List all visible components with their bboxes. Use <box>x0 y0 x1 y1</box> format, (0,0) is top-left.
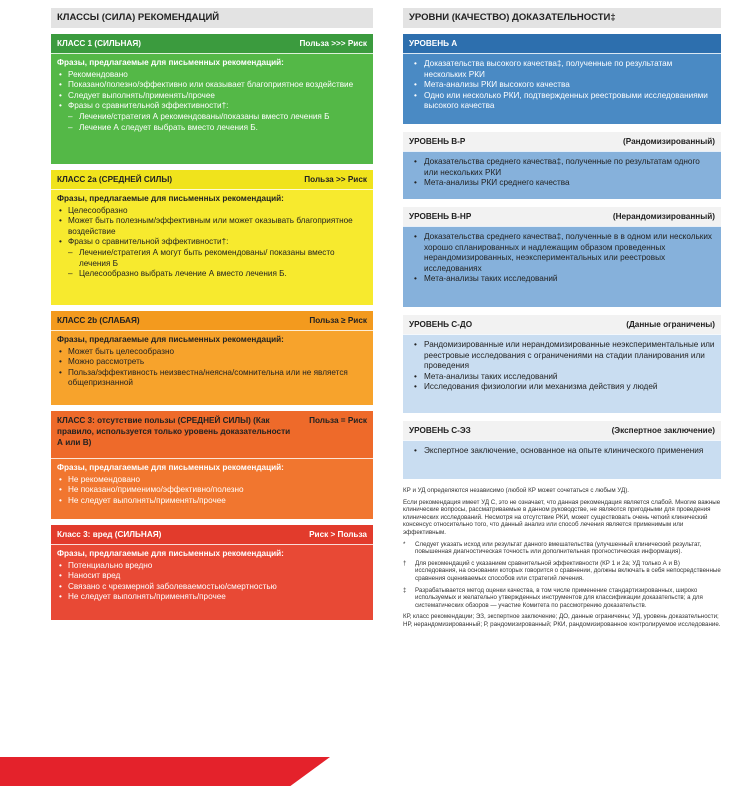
classes-column <box>51 8 373 626</box>
classes-title: КЛАССЫ (СИЛА) РЕКОМЕНДАЦИЙ <box>51 8 373 28</box>
class-3-no-benefit-name: КЛАСС 3: отсутствие пользы (СРЕДНЕЙ СИЛЫ) (Как правило, используется только уровень доказательности А или В) <box>57 416 291 447</box>
class-3-harm-name: Класс 3: вред (СИЛЬНАЯ) <box>57 530 162 539</box>
list-item: • Мета-анализы таких исследований <box>409 274 715 285</box>
list-item: • Целесообразно <box>57 206 367 217</box>
list-item: • Не показано/применимо/эффективно/полезно <box>57 485 367 496</box>
footnote-text: Для рекомендаций с указанием сравнительной эффективности (КР 1 и 2а; УД только А и В) исследования, на основании которых говорится о сравнении, должны включать в себя непосредственные сравнения оцениваемых способов или стратегий лечения. <box>415 559 721 582</box>
class-2b-card <box>51 311 373 405</box>
list-item: • Рандомизированные или нерандомизированные неэкспериментальные или реестровые исследования с ограничениями на стадии планирования или проведения <box>409 340 715 372</box>
class-2a-body <box>51 189 373 305</box>
level-c-eo-name: УРОВЕНЬ C-ЭЗ <box>409 426 471 435</box>
footnote-symbol: † <box>403 559 407 567</box>
level-c-ld-name: УРОВЕНЬ C-ДО <box>409 320 473 329</box>
note-paragraph: Если рекомендация имеет УД С, это не означает, что данная рекомендация является слабой. Многие важные клинические вопросы, рассматриваемые в данном руководстве, не являются пригодными для проведения клинических исследований. Несмотря на отсутствие РКИ, может существовать очень четкий клинический консенсус относительно того, что данный анализ или способ лечения является применимым или эффективным. <box>403 498 721 536</box>
level-b-nr-body <box>403 226 721 307</box>
level-c-ld-tag: (Данные ограничены) <box>626 320 715 329</box>
class-3-no-benefit-header <box>51 411 373 458</box>
levels-title: УРОВНИ (КАЧЕСТВО) ДОКАЗАТЕЛЬНОСТИ‡ <box>403 8 721 28</box>
class-2a-phrases-title: Фразы, предлагаемые для письменных рекомендаций: <box>57 194 284 203</box>
level-c-ld-body <box>403 334 721 413</box>
footnotes <box>403 487 721 629</box>
list-item: • Одно или несколько РКИ, подтвержденных реестровыми исследованиями высокого качества <box>409 91 715 112</box>
class-3-harm-ratio: Риск > Польза <box>309 530 367 539</box>
class-2b-list <box>57 347 367 389</box>
footnote-double-dagger <box>403 587 721 610</box>
class-2a-list <box>57 206 367 280</box>
levels-column <box>403 8 721 633</box>
level-b-nr-card <box>403 207 721 307</box>
class-1-ratio: Польза >>> Риск <box>299 39 367 48</box>
class-3-harm-list <box>57 561 367 603</box>
list-item: • Наносит вред <box>57 571 367 582</box>
level-c-eo-header <box>403 421 721 440</box>
class-1-list <box>57 70 367 134</box>
level-b-r-header <box>403 132 721 151</box>
class-3-no-benefit-phrases-title: Фразы, предлагаемые для письменных рекомендаций: <box>57 463 284 472</box>
level-a-body <box>403 53 721 124</box>
list-item: • Может быть целесообразно <box>57 347 367 358</box>
level-b-nr-header <box>403 207 721 226</box>
level-c-eo-card <box>403 421 721 479</box>
class-2a-header <box>51 170 373 189</box>
class-1-body <box>51 53 373 164</box>
level-b-r-card <box>403 132 721 199</box>
class-2b-phrases-title: Фразы, предлагаемые для письменных рекомендаций: <box>57 335 284 344</box>
level-c-eo-list <box>409 446 715 457</box>
list-item: • Связано с чрезмерной заболеваемостью/смертностью <box>57 582 367 593</box>
class-1-phrases-title: Фразы, предлагаемые для письменных рекомендаций: <box>57 58 284 67</box>
list-item: • Экспертное заключение, основанное на опыте клинического применения <box>409 446 715 457</box>
level-c-ld-list <box>409 340 715 393</box>
class-2a-card <box>51 170 373 305</box>
list-item: • Потенциально вредно <box>57 561 367 572</box>
class-1-card <box>51 34 373 164</box>
list-item: • Не следует выполнять/применять/прочее <box>57 496 367 507</box>
list-item: • Исследования физиологии или механизма действия у людей <box>409 382 715 393</box>
footnote-symbol: * <box>403 540 406 548</box>
abbreviations: КР, класс рекомендации; ЭЗ, экспертное заключение; ДО, данные ограничены; УД, уровень доказательности; НР, нерандомизированный; Р, рандомизированный; РКИ, рандомизированное контролируемое исследование. <box>403 613 721 628</box>
class-3-harm-header <box>51 525 373 544</box>
level-c-eo-tag: (Экспертное заключение) <box>611 426 715 435</box>
level-b-r-name: УРОВЕНЬ B-Р <box>409 137 466 146</box>
list-item: • Может быть полезным/эффективным или может оказывать благоприятное воздействие <box>57 216 367 237</box>
list-item: • Следует выполнять/применять/прочее <box>57 91 367 102</box>
list-item: • Мета-анализы таких исследований <box>409 372 715 383</box>
list-item: • Доказательства среднего качества‡, полученные в в одном или нескольких хорошо спланированных и надлежащим образом проведенных нерандомизированных, неэкспериментальных или реестровых исследованиях <box>409 232 715 274</box>
list-item: • Мета-анализы РКИ высокого качества <box>409 80 715 91</box>
level-c-eo-body <box>403 440 721 479</box>
list-item: • Польза/эффективность неизвестна/неясна/сомнительна или не является общепризнанной <box>57 368 367 389</box>
class-2b-ratio: Польза ≥ Риск <box>309 316 367 325</box>
level-a-header <box>403 34 721 53</box>
class-3-no-benefit-card <box>51 411 373 519</box>
list-item: • Не рекомендовано <box>57 475 367 486</box>
class-2b-body <box>51 330 373 405</box>
class-3-no-benefit-list <box>57 475 367 507</box>
level-a-list <box>409 59 715 112</box>
class-1-name: КЛАСС 1 (СИЛЬНАЯ) <box>57 39 141 48</box>
list-subitem: – Лечение/стратегия А могут быть рекомендованы/ показаны вместо лечения Б <box>57 248 367 269</box>
footer-accent-bar <box>0 757 330 786</box>
class-1-header <box>51 34 373 53</box>
list-item: • Показано/полезно/эффективно или оказывает благоприятное воздействие <box>57 80 367 91</box>
list-item: • Рекомендовано <box>57 70 367 81</box>
list-subitem: – Целесообразно выбрать лечение А вместо лечения Б. <box>57 269 367 280</box>
list-subitem: – Лечение А следует выбрать вместо лечения Б. <box>57 123 367 134</box>
class-3-no-benefit-body <box>51 458 373 519</box>
list-item: • Фразы о сравнительной эффективности†: <box>57 237 367 248</box>
level-b-nr-list <box>409 232 715 285</box>
list-item: • Можно рассмотреть <box>57 357 367 368</box>
class-3-harm-phrases-title: Фразы, предлагаемые для письменных рекомендаций: <box>57 549 284 558</box>
level-a-name: УРОВЕНЬ A <box>409 39 458 48</box>
footnote-text: Разрабатывается метод оценки качества, в том числе применение стандартизированных, широко используемых и желательно утвержденных инструментов для классификации доказательств; а для систематических обзоров — участие Комитета по рассмотрению доказательств. <box>415 586 703 609</box>
level-b-nr-name: УРОВЕНЬ B-НР <box>409 212 472 221</box>
footnote-asterisk <box>403 541 721 556</box>
list-subitem: – Лечение/стратегия А рекомендованы/показаны вместо лечения Б <box>57 112 367 123</box>
list-item: • Фразы о сравнительной эффективности†: <box>57 101 367 112</box>
level-b-r-list <box>409 157 715 189</box>
footnote-text: Следует указать исход или результат данного вмешательства (улучшенный клинический результат, повышенная диагностическая точность или дополнительная прогностическая информация). <box>415 540 702 556</box>
list-item: • Мета-анализы РКИ среднего качества <box>409 178 715 189</box>
class-3-no-benefit-ratio: Польза = Риск <box>309 416 367 425</box>
list-item: • Доказательства высокого качества‡, полученные по результатам нескольких РКИ <box>409 59 715 80</box>
class-2a-ratio: Польза >> Риск <box>304 175 367 184</box>
level-b-r-body <box>403 151 721 199</box>
class-2b-name: КЛАСС 2b (СЛАБАЯ) <box>57 316 140 325</box>
level-b-r-tag: (Рандомизированный) <box>623 137 715 146</box>
note-paragraph: КР и УД определяются независимо (любой КР может сочетаться с любым УД). <box>403 487 630 494</box>
footnote-dagger <box>403 560 721 583</box>
class-2b-header <box>51 311 373 330</box>
list-item: • Не следует выполнять/применять/прочее <box>57 592 367 603</box>
class-3-harm-body <box>51 544 373 620</box>
level-c-ld-header <box>403 315 721 334</box>
class-2a-name: КЛАСС 2a (СРЕДНЕЙ СИЛЫ) <box>57 175 173 184</box>
level-c-ld-card <box>403 315 721 413</box>
level-b-nr-tag: (Нерандомизированный) <box>612 212 715 221</box>
list-item: • Доказательства среднего качества‡, полученные по результатам одного или нескольких РКИ <box>409 157 715 178</box>
footnote-symbol: ‡ <box>403 586 407 594</box>
level-a-card <box>403 34 721 124</box>
class-3-harm-card <box>51 525 373 620</box>
